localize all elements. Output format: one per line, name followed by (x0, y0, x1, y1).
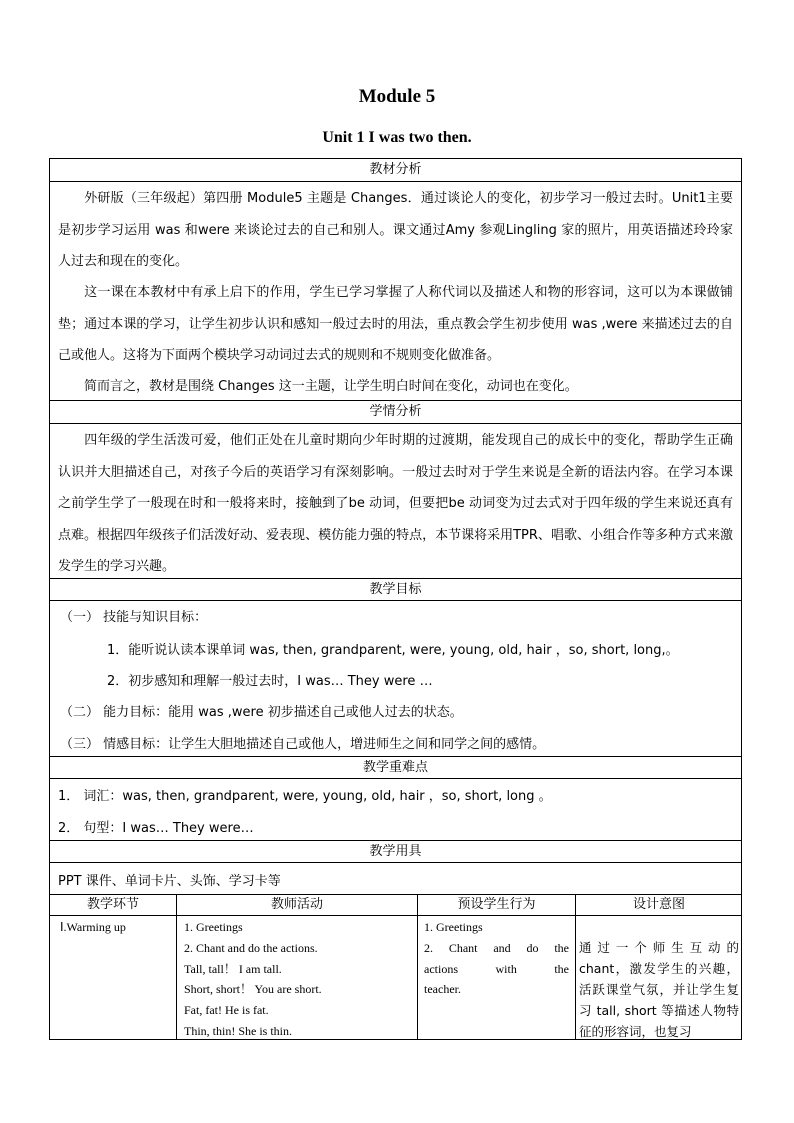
objective-item-2: 2．初步感知和理解一般过去时，I was… They were … (107, 674, 433, 689)
section-heading-textbook-analysis: 教材分析 (369, 162, 422, 177)
section-heading-key-points: 教学重难点 (362, 760, 428, 775)
column-divider (575, 894, 576, 1039)
design-intent: 通过一个师生互动的 chant，激发学生的兴趣，活跃课堂气氛，并让学生复习 tall, short 等描述人物特征的形容词，也复习 (579, 940, 739, 1039)
student-line: teacher. (424, 982, 461, 997)
section-heading-objectives: 教学目标 (369, 582, 422, 597)
teacher-activity (184, 917, 322, 1042)
student-line: actions with the (424, 961, 569, 976)
lesson-plan-table (49, 158, 742, 1040)
column-header-teacher: 教师活动 (270, 897, 323, 912)
tools-list: PPT 课件、单词卡片、头饰、学习卡等 (58, 874, 281, 889)
divider (50, 862, 741, 863)
textbook-analysis-para-1: 外研版（三年级起）第四册 Module5 主题是 Changes．通过谈论人的变化，初步学习一般过去时。Unit1主要是初步学习运用 was 和were 来谈论过去的自己和别人。课文通过Amy 参观Lingling 家的照片，用英语描述玲玲家人过去和现在的变化。 (58, 191, 733, 269)
module-title: Module 5 (358, 86, 436, 107)
teacher-line: Tall, tall！ I am tall. (184, 961, 282, 976)
column-divider (417, 894, 418, 1039)
unit-title: Unit 1 I was two then. (322, 129, 472, 146)
teacher-line: Thin, thin! She is thin. (184, 1023, 292, 1038)
textbook-analysis-para-2: 这一课在本教材中有承上启下的作用，学生已学习掌握了人称代词以及描述人和物的形容词，这可以为本课做铺垫；通过本课的学习，让学生初步认识和感知一般过去时的用法，重点教会学生初步使用 was ,were 来描述过去的自己或他人。这将为下面两个模块学习动词过去式的规则和不规则变化做准备。 (58, 285, 733, 363)
teacher-line: 1. Greetings (184, 920, 243, 934)
stage-warming-up: Ⅰ.Warming up (60, 920, 126, 934)
textbook-analysis-para-3: 简而言之，教材是围绕 Changes 这一主题，让学生明白时间在变化，动词也在变化。 (84, 379, 578, 394)
key-point-vocabulary: 1． 词汇：was, then, grandparent, were, young, old, hair ，so, short, long 。 (58, 789, 552, 804)
objective-skill-heading: （一） 技能与知识目标： (60, 610, 208, 625)
key-point-sentence: 2． 句型：I was… They were… (58, 821, 254, 836)
student-line: 2. Chant and do the (424, 940, 569, 955)
section-heading-learner-analysis: 学情分析 (369, 404, 422, 419)
teacher-line: Short, short！ You are short. (184, 982, 322, 997)
column-header-student: 预设学生行为 (457, 897, 536, 912)
column-header-intent: 设计意图 (632, 897, 685, 912)
column-divider (176, 894, 177, 1039)
student-behavior (424, 917, 569, 1000)
teacher-line: Fat, fat! He is fat. (184, 1003, 269, 1018)
divider (50, 423, 741, 424)
student-line: 1. Greetings (424, 920, 483, 934)
divider (50, 600, 741, 601)
divider (50, 181, 741, 182)
learner-analysis-para: 四年级的学生活泼可爱，他们正处在儿童时期向少年时期的过渡期，能发现自己的成长中的变化，帮助学生正确认识并大胆描述自己，对孩子今后的英语学习有深刻影响。一般过去时对于学生来说是全新的语法内容。在学习本课之前学生学了一般现在时和一般将来时，接触到了be 动词，但要把be 动词变为过去式对于四年级的学生来说还真有点难。根据四年级孩子们活泼好动、爱表现、模仿能力强的特点，本节课将采用TPR、唱歌、小组合作等多种方式来激发学生的学习兴趣。 (58, 433, 733, 574)
teacher-line: 2. Chant and do the actions. (184, 940, 318, 955)
objective-ability: （二） 能力目标：能用 was ,were 初步描述自己或他人过去的状态。 (60, 705, 463, 720)
objective-item-1: 1．能听说认读本课单词 was, then, grandparent, were, young, old, hair ，so, short, long,。 (107, 643, 679, 658)
objective-emotion: （三） 情感目标：让学生大胆地描述自己或他人，增进师生之间和同学之间的感情。 (60, 737, 546, 752)
divider (50, 915, 741, 916)
column-header-stage: 教学环节 (86, 897, 139, 912)
section-heading-tools: 教学用具 (369, 844, 422, 859)
divider (50, 778, 741, 779)
